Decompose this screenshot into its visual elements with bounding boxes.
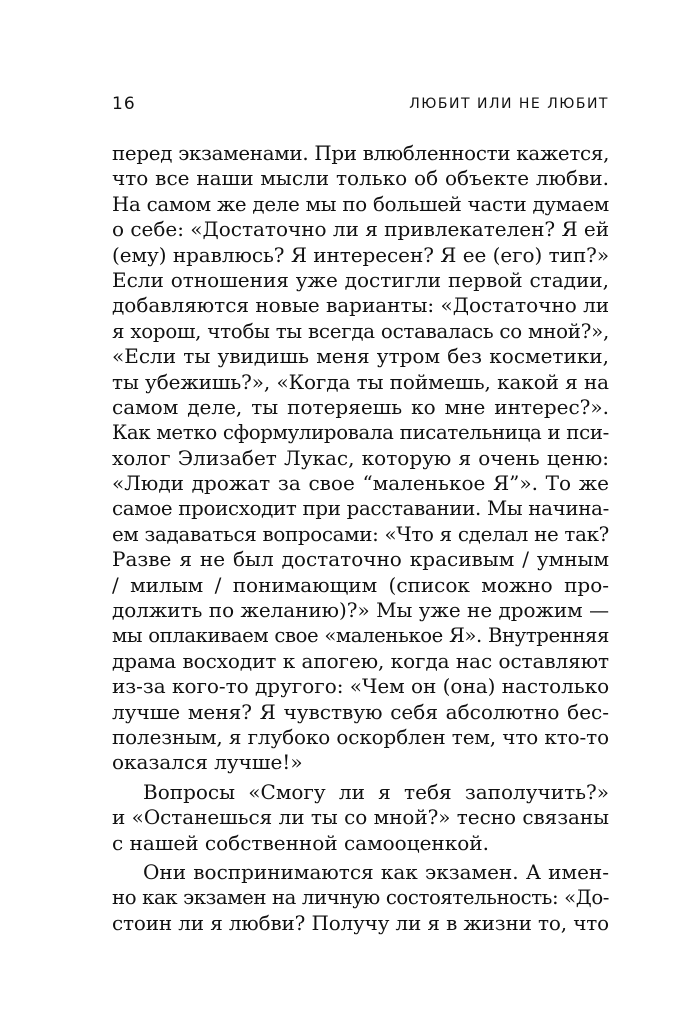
text-line: самое происходит при расставании. Мы начина- xyxy=(112,497,609,521)
body-text xyxy=(112,141,609,936)
text-line: стоин ли я любви? Получу ли я в жизни то, что xyxy=(112,911,609,935)
text-line: Разве я не был достаточно красивым / умным xyxy=(112,547,609,572)
text-line: Если отношения уже достигли первой стадии, xyxy=(112,267,609,292)
text-line: и «Останешься ли ты со мной?» тесно связаны xyxy=(112,805,609,830)
text-line: Как метко сформулировала писательница и пси- xyxy=(112,421,609,445)
text-line: но как экзамен на личную состоятельность: «До- xyxy=(112,886,609,910)
text-line: оказался лучше!» xyxy=(112,750,303,775)
text-line: что все наши мысли только об объекте любви. xyxy=(112,166,609,191)
text-line: (ему) нравлюсь? Я интересен? Я ее (его) тип?» xyxy=(112,242,609,267)
text-line: я хорош, чтобы ты всегда оставалась со мной?», xyxy=(112,319,609,343)
text-line: На самом же деле мы по большей части думаем xyxy=(112,192,609,216)
text-line: о себе: «Достаточно ли я привлекателен? Я ей xyxy=(112,217,610,242)
text-line: мы оплакиваем свое «маленькое Я». Внутренняя xyxy=(112,624,609,648)
text-line: лучше меня? Я чувствую себя абсолютно бес- xyxy=(112,699,609,724)
text-line: Вопросы «Смогу ли я тебя заполучить?» xyxy=(143,779,609,804)
text-line: драма восходит к апогею, когда нас оставляют xyxy=(112,648,609,673)
text-line: «Люди дрожат за свое “маленькое Я”». То же xyxy=(112,471,609,496)
text-line: перед экзаменами. При влюбленности кажется, xyxy=(112,142,610,165)
text-line: «Если ты увидишь меня утром без косметики, xyxy=(112,344,609,369)
text-line: ем задаваться вопросами: «Что я сделал не так? xyxy=(112,522,609,546)
text-line: самом деле, ты потеряешь ко мне интерес?». xyxy=(112,394,609,419)
text-line: должить по желанию)?» Мы уже не дрожим — xyxy=(112,598,609,623)
running-head xyxy=(112,94,609,118)
text-line: / милым / понимающим (список можно про- xyxy=(112,572,609,597)
page-number: 16 xyxy=(112,94,136,114)
text-line: холог Элизабет Лукас, которую я очень ценю: xyxy=(112,445,609,470)
text-line: ты убежишь?», «Когда ты поймешь, какой я на xyxy=(112,369,609,394)
running-title: ЛЮБИТ ИЛИ НЕ ЛЮБИТ xyxy=(409,96,609,112)
text-line: Они воспринимаются как экзамен. А имен- xyxy=(143,859,609,884)
text-line: полезным, я глубоко оскорблен тем, что кто-то xyxy=(112,725,609,749)
text-line: добавляются новые варианты: «Достаточно ли xyxy=(112,293,610,318)
text-line: с нашей собственной самооценкой. xyxy=(112,830,489,855)
text-line: из-за кого-то другого: «Чем он (она) настолько xyxy=(112,674,610,699)
